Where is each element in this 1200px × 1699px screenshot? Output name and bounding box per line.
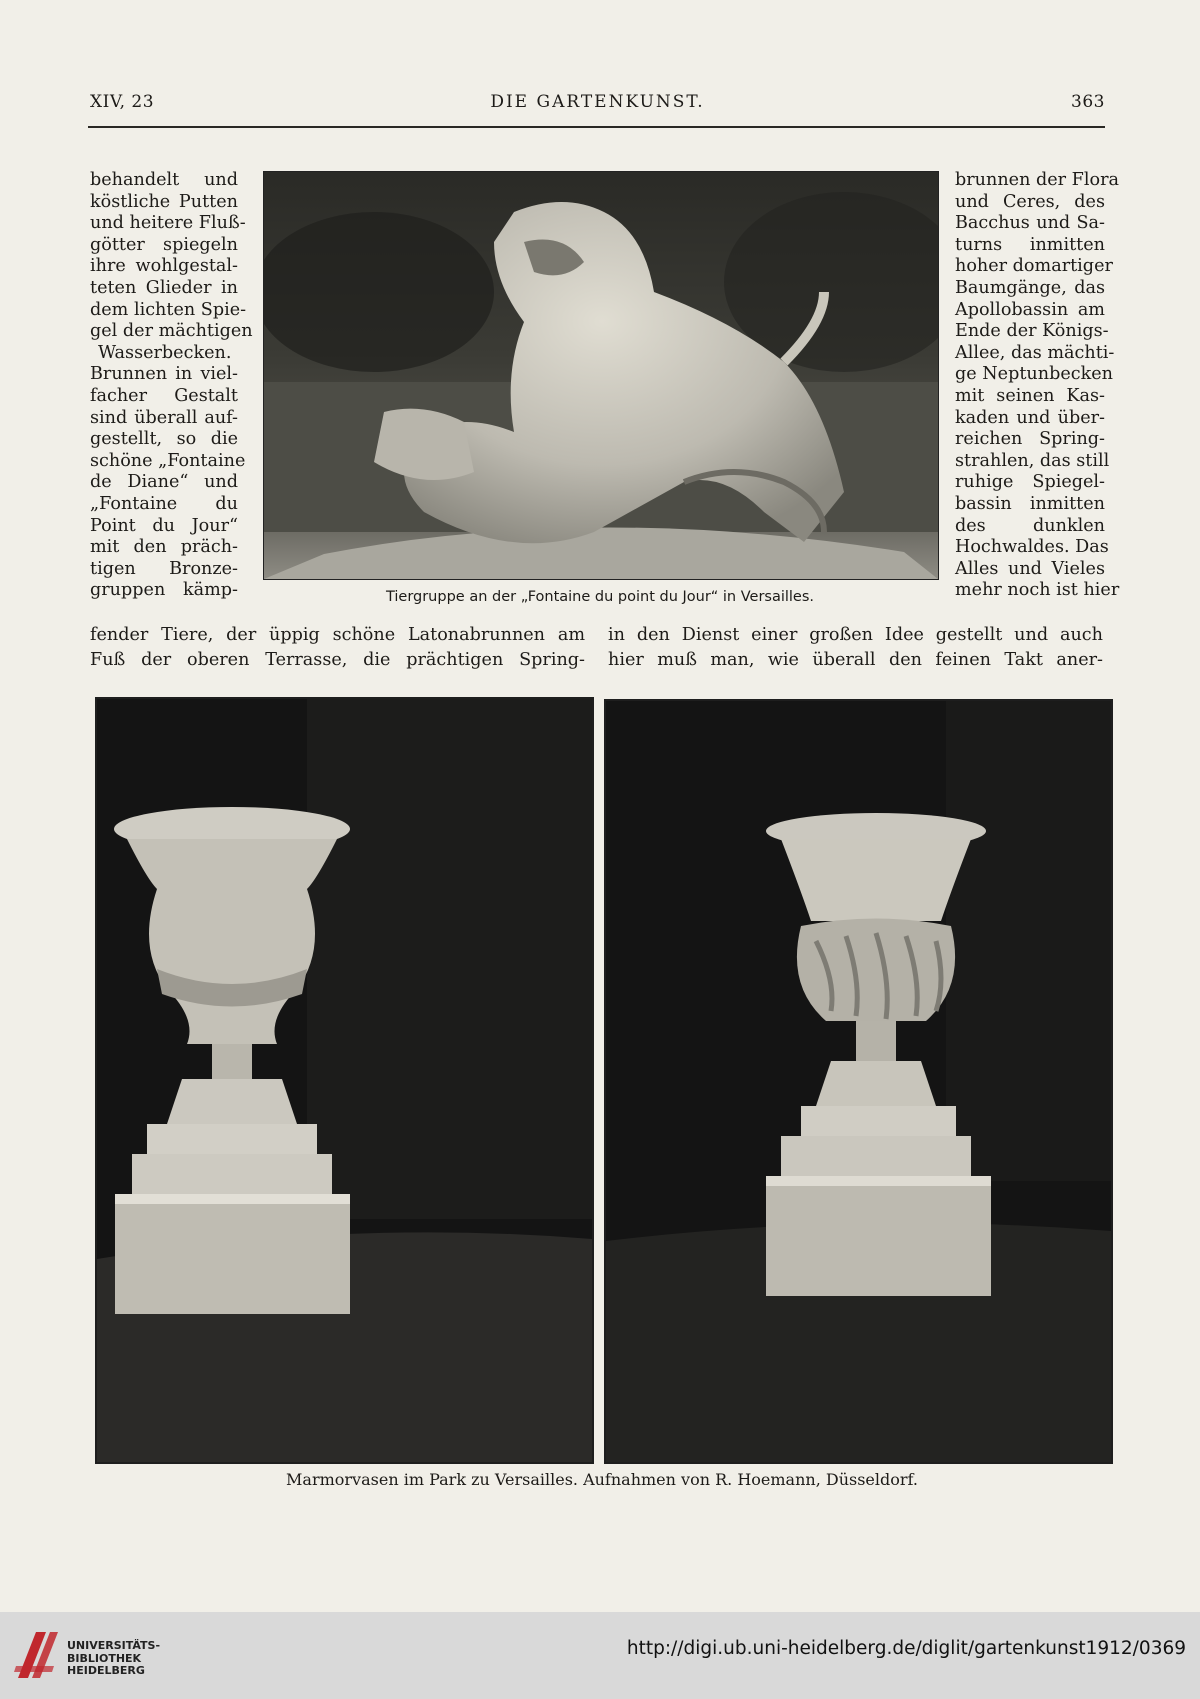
text-line: mehr noch ist hier — [955, 580, 1120, 601]
text-line: sind überall auf- — [90, 407, 238, 428]
text-line: kaden und über- — [955, 407, 1105, 428]
text-line: bassin inmitten — [955, 493, 1105, 514]
text-line: Baumgänge, das — [955, 277, 1105, 298]
text-line: Hochwaldes. Das — [955, 537, 1109, 558]
text-line: gel der mächtigen — [90, 321, 253, 342]
institution-line: HEIDELBERG — [67, 1664, 145, 1677]
text-line: Point du Jour“ — [90, 515, 238, 536]
text-line: Allee, das mächti- — [955, 342, 1115, 363]
text-line: des dunklen — [955, 515, 1105, 536]
text-line: hoher domartiger — [955, 256, 1113, 277]
text-line: schöne „Fontaine — [90, 450, 246, 471]
text-line: Wasserbecken. — [98, 342, 232, 363]
text-line: ge Neptunbecken — [955, 364, 1114, 385]
text-line: mit seinen Kas- — [955, 385, 1105, 406]
text-line: mit den präch- — [90, 537, 238, 558]
bottom-figures-caption: Marmorvasen im Park zu Versailles. Aufnahmen von R. Hoemann, Düsseldorf. — [286, 1470, 918, 1489]
text-line: facher Gestalt — [90, 385, 238, 406]
right-text-column — [955, 170, 1120, 602]
volume-number: XIV, 23 — [90, 92, 155, 112]
text-line: hier muß man, wie überall den feinen Takt aner- — [608, 650, 1103, 670]
marble-vase-left-photo — [95, 697, 594, 1464]
text-line: Bacchus und Sa- — [955, 213, 1105, 234]
text-line: „Fontaine du — [90, 493, 238, 514]
text-line: fender Tiere, der üppig schöne Latonabrunnen am — [90, 625, 585, 645]
journal-title: DIE GARTENKUNST. — [490, 92, 705, 112]
text-line: tigen Bronze- — [90, 558, 238, 579]
text-line: gruppen kämp- — [90, 580, 238, 601]
text-line: reichen Spring- — [955, 429, 1105, 450]
top-figure-caption: Tiergruppe an der „Fontaine du point du Jour“ in Versailles. — [385, 589, 815, 605]
text-line: götter spiegeln — [90, 234, 238, 255]
text-line: de Diane“ und — [90, 472, 238, 493]
text-line: in den Dienst einer großen Idee gestellt und auch — [608, 625, 1103, 645]
institution-line: UNIVERSITÄTS- — [67, 1639, 161, 1652]
institution-name — [67, 1640, 160, 1678]
text-line: brunnen der Flora — [955, 170, 1120, 190]
lion-sculpture-photo — [263, 171, 939, 580]
ub-heidelberg-logo-icon — [14, 1626, 62, 1682]
text-line: dem lichten Spie- — [90, 299, 247, 320]
header-rule — [88, 126, 1105, 128]
text-line: Ende der Königs- — [955, 321, 1109, 342]
permalink-url[interactable]: http://digi.ub.uni-heidelberg.de/diglit/gartenkunst1912/0369 — [626, 1638, 1186, 1659]
digitization-footer — [0, 1612, 1200, 1699]
text-line: behandelt und — [90, 170, 238, 190]
text-line: und Ceres, des — [955, 191, 1105, 212]
text-line: ruhige Spiegel- — [955, 472, 1105, 493]
full-width-text-right — [608, 623, 1103, 673]
text-line: ihre wohlgestal- — [90, 256, 238, 277]
text-line: Fuß der oberen Terrasse, die prächtigen Spring- — [90, 650, 585, 670]
text-line: Apollobassin am — [955, 299, 1105, 320]
text-line: teten Glieder in — [90, 277, 238, 298]
page-number: 363 — [1071, 92, 1105, 112]
left-text-column — [90, 170, 253, 602]
text-line: Brunnen in viel- — [90, 364, 238, 385]
text-line: Alles und Vieles — [955, 558, 1105, 579]
text-line: köstliche Putten — [90, 191, 238, 212]
institution-line: BIBLIOTHEK — [67, 1651, 142, 1665]
text-line: strahlen, das still — [955, 450, 1110, 471]
full-width-text-left — [90, 623, 585, 673]
text-line: und heitere Fluß- — [90, 213, 246, 234]
text-line: gestellt, so die — [90, 429, 238, 450]
marble-vase-right-photo — [604, 699, 1113, 1464]
text-line: turns inmitten — [955, 234, 1105, 255]
